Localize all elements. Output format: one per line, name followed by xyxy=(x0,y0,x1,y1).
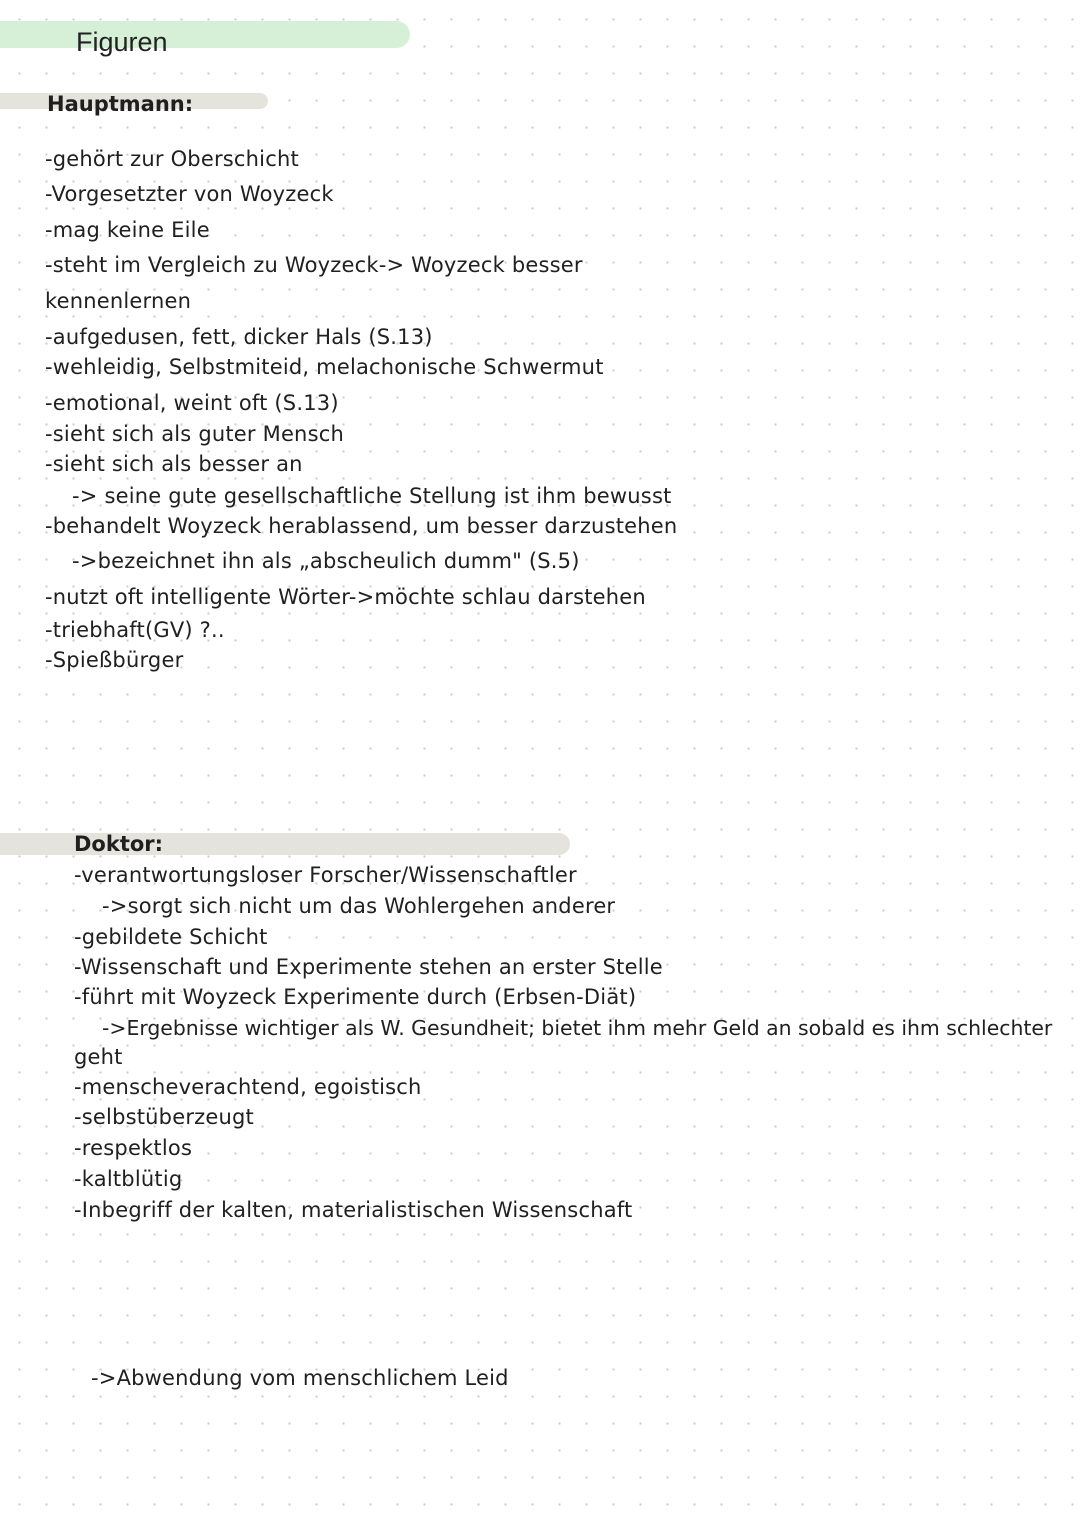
doctor-conclusion: ->Abwendung vom menschlichem Leid xyxy=(91,1366,509,1390)
captain-heading: Hauptmann: xyxy=(47,92,194,116)
captain-line: -gehört zur Oberschicht xyxy=(45,147,299,171)
captain-line: -emotional, weint oft (S.13) xyxy=(45,391,339,415)
captain-line: -nutzt oft intelligente Wörter->möchte schlau darstehen xyxy=(45,585,646,609)
captain-line: -steht im Vergleich zu Woyzeck-> Woyzeck besser xyxy=(45,253,583,277)
title-highlight xyxy=(0,21,410,48)
doctor-line: -Inbegriff der kalten, materialistischen Wissenschaft xyxy=(74,1198,633,1222)
captain-line: -wehleidig, Selbstmiteid, melachonische Schwermut xyxy=(45,355,604,379)
doctor-line: -selbstüberzeugt xyxy=(74,1105,254,1129)
captain-line: -sieht sich als guter Mensch xyxy=(45,422,344,446)
doctor-line: -führt mit Woyzeck Experimente durch (Erbsen-Diät) xyxy=(74,985,637,1009)
page-title: Figuren xyxy=(76,27,168,57)
captain-line: -mag keine Eile xyxy=(45,218,210,242)
doctor-line: geht xyxy=(74,1045,123,1069)
doctor-line: -Wissenschaft und Experimente stehen an erster Stelle xyxy=(74,955,663,979)
doctor-heading: Doktor: xyxy=(74,832,164,856)
captain-line: -triebhaft(GV) ?.. xyxy=(45,618,225,642)
doctor-line: ->Ergebnisse wichtiger als W. Gesundheit; bietet ihm mehr Geld an sobald es ihm schlechter xyxy=(102,1016,1053,1040)
doctor-line: -menscheverachtend, egoistisch xyxy=(74,1075,422,1099)
captain-line: -sieht sich als besser an xyxy=(45,452,303,476)
doctor-line: -kaltblütig xyxy=(74,1167,183,1191)
captain-line: -aufgedusen, fett, dicker Hals (S.13) xyxy=(45,325,433,349)
doctor-line: -respektlos xyxy=(74,1136,193,1160)
captain-line: kennenlernen xyxy=(45,289,192,313)
captain-line: -Spießbürger xyxy=(45,648,184,672)
doctor-line: ->sorgt sich nicht um das Wohlergehen anderer xyxy=(102,894,616,918)
captain-line: -behandelt Woyzeck herablassend, um besser darzustehen xyxy=(45,514,678,538)
doctor-line: -verantwortungsloser Forscher/Wissenschaftler xyxy=(74,863,577,887)
doctor-line: -gebildete Schicht xyxy=(74,925,268,949)
captain-line: -> seine gute gesellschaftliche Stellung ist ihm bewusst xyxy=(72,484,672,508)
captain-line: ->bezeichnet ihn als „abscheulich dumm" (S.5) xyxy=(72,549,580,573)
captain-line: -Vorgesetzter von Woyzeck xyxy=(45,182,334,206)
